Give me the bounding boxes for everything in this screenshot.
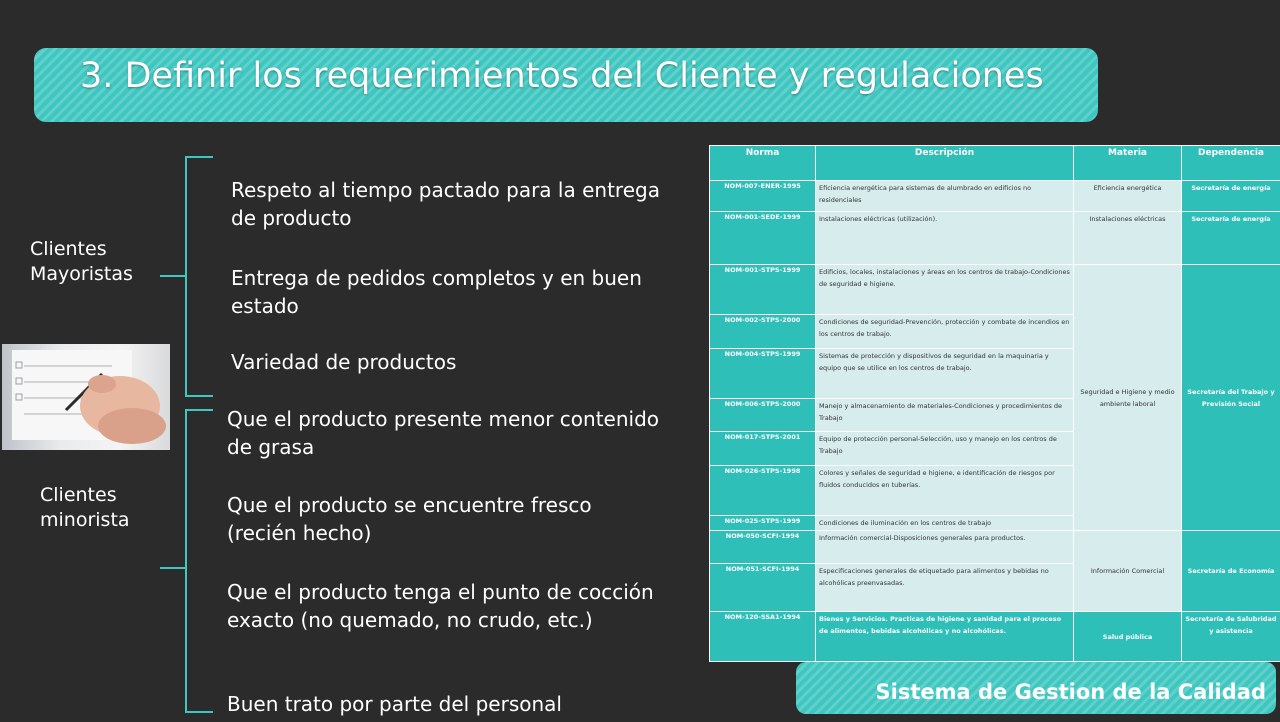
cell-materia: Información Comercial [1074,531,1182,612]
req-minorista-2: Que el producto se encuentre fresco (recién hecho) [227,491,667,547]
cell-norma: NOM-025-STPS-1999 [710,516,816,531]
cell-norma: NOM-001-STPS-1999 [710,265,816,315]
footer-title: Sistema de Gestion de la Calidad [796,662,1266,714]
cell-desc: Especificaciones generales de etiquetado para alimentos y bebidas no alcohólicas preenvasadas. [816,564,1074,612]
cell-desc: Equipo de protección personal-Selección, uso y manejo en los centros de Trabajo [816,432,1074,466]
req-minorista-4: Buen trato por parte del personal [227,690,667,718]
cell-materia: Instalaciones eléctricas [1074,212,1182,265]
cell-dependencia: Secretaría del Trabajo y Previsión Social [1182,265,1280,531]
req-minorista-1: Que el producto presente menor contenido de grasa [227,405,667,461]
hand-writing-checklist-photo [2,344,170,450]
cell-materia: Salud pública [1074,612,1182,662]
req-mayorista-2: Entrega de pedidos completos y en buen estado [231,264,671,320]
cell-dependencia: Secretaría de Economía [1182,531,1280,612]
cell-norma: NOM-050-SCFI-1994 [710,531,816,564]
cell-desc: Instalaciones eléctricas (utilización). [816,212,1074,265]
slide-title: 3. Definir los requerimientos del Cliente y regulaciones [80,56,1044,96]
cell-norma: NOM-001-SEDE-1999 [710,212,816,265]
req-minorista-3: Que el producto tenga el punto de cocción exacto (no quemado, no crudo, etc.) [227,578,657,634]
cell-norma: NOM-002-STPS-2000 [710,315,816,349]
cell-norma: NOM-051-SCFI-1994 [710,564,816,612]
header-descripcion: Descripción [816,146,1074,181]
cell-desc: Condiciones de seguridad-Prevención, protección y combate de incendios en los centros de trabajo. [816,315,1074,349]
cell-norma: NOM-007-ENER-1995 [710,181,816,212]
cell-dependencia: Secretaría de Salubridad y asistencia [1182,612,1280,662]
header-materia: Materia [1074,146,1182,181]
header-norma: Norma [710,146,816,181]
cell-desc: Manejo y almacenamiento de materiales-Condiciones y procedimientos de Trabajo [816,399,1074,432]
group-label-minorista: Clientes minorista [40,483,180,533]
cell-materia: Seguridad e Higiene y medio ambiente laboral [1074,265,1182,531]
cell-materia: Eficiencia energética [1074,181,1182,212]
cell-dependencia: Secretaría de energía [1182,181,1280,212]
header-dependencia: Dependencia [1182,146,1280,181]
req-mayorista-1: Respeto al tiempo pactado para la entrega de producto [231,176,671,232]
cell-desc: Sistemas de protección y dispositivos de seguridad en la maquinaria y equipo que se utilice en los centros de trabajo. [816,349,1074,399]
cell-norma: NOM-006-STPS-2000 [710,399,816,432]
cell-norma: NOM-026-STPS-1998 [710,466,816,516]
cell-desc: Información comercial-Disposiciones generales para productos. [816,531,1074,564]
group-label-mayoristas: Clientes Mayoristas [30,237,160,287]
cell-desc: Condiciones de iluminación en los centros de trabajo [816,516,1074,531]
regulations-table [709,145,1280,660]
cell-norma: NOM-017-STPS-2001 [710,432,816,466]
cell-norma: NOM-120-SSA1-1994 [710,612,816,662]
cell-desc: Colores y señales de seguridad e higiene, e identificación de riesgos por fluidos conducidos en tuberías. [816,466,1074,516]
cell-dependencia: Secretaría de energía [1182,212,1280,265]
req-mayorista-3: Variedad de productos [231,348,671,376]
cell-norma: NOM-004-STPS-1999 [710,349,816,399]
cell-desc: Eficiencia energética para sistemas de alumbrado en edificios no residenciales [816,181,1074,212]
brace-minorista [160,410,213,712]
cell-desc: Bienes y Servicios. Practicas de higiene y sanidad para el proceso de alimentos, bebidas alcohólicas y no alcohólicas. [816,612,1074,662]
cell-desc: Edificios, locales, instalaciones y áreas en los centros de trabajo-Condiciones de seguridad e higiene. [816,265,1074,315]
